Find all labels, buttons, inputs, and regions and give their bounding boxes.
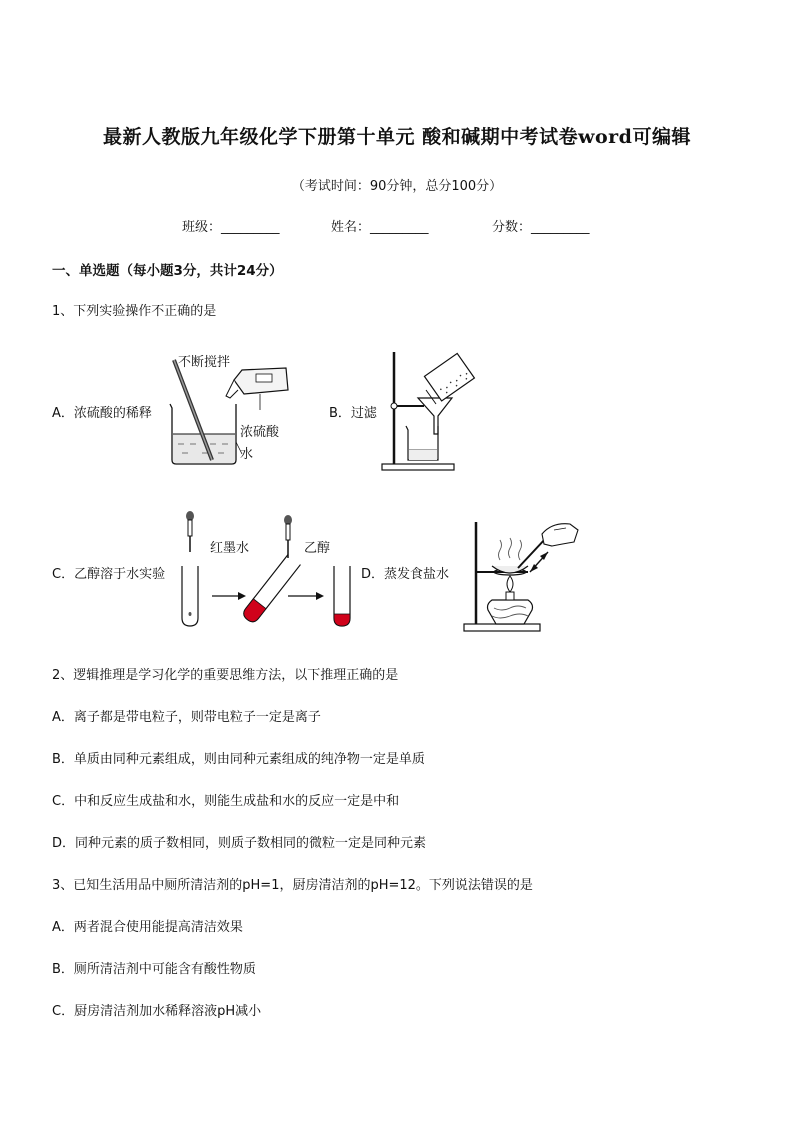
- ethanol-diagram: [176, 508, 366, 633]
- option-d-label: D．蒸发食盐水: [361, 567, 450, 582]
- option-c-label: C．乙醇溶于水实验: [52, 567, 166, 582]
- option-b-label: B．过滤: [329, 406, 377, 421]
- section-heading: 一、单选题（每小题3分，共计24分）: [52, 263, 283, 279]
- question-3-option-b: B．厕所清洁剂中可能含有酸性物质: [52, 962, 256, 977]
- question-2-option-a: A．离子都是带电粒子，则带电粒子一定是离子: [52, 710, 321, 725]
- question-2-option-c: C．中和反应生成盐和水，则能生成盐和水的反应一定是中和: [52, 794, 400, 809]
- red-liquid-upright: [334, 614, 350, 626]
- ethanol-label: 乙醇: [304, 541, 331, 556]
- question-3-stem: 3、已知生活用品中厕所清洁剂的pH=1，厨房清洁剂的pH=12。下列说法错误的是: [52, 878, 533, 893]
- evaporation-diagram: [462, 516, 582, 634]
- question-3-option-c: C．厨房清洁剂加水稀释溶液pH减小: [52, 1004, 262, 1019]
- question-2-stem: 2、逻辑推理是学习化学的重要思维方法，以下推理正确的是: [52, 668, 399, 683]
- exam-time-note: （考试时间：90分钟，总分100分）: [291, 179, 503, 194]
- red-ink-label: 红墨水: [210, 541, 250, 556]
- dilution-diagram: [160, 352, 310, 467]
- option-a-label: A．浓硫酸的稀释: [52, 406, 152, 421]
- filtration-diagram: [380, 348, 480, 473]
- question-2-option-b: B．单质由同种元素组成，则由同种元素组成的纯净物一定是单质: [52, 752, 425, 767]
- score-field: 分数：_________: [492, 220, 590, 235]
- document-title: 最新人教版九年级化学下册第十单元 酸和碱期中考试卷word可编辑: [103, 126, 691, 148]
- question-2-option-d: D．同种元素的质子数相同，则质子数相同的微粒一定是同种元素: [52, 836, 427, 851]
- water-label: 水: [240, 447, 254, 462]
- question-3-option-a: A．两者混合使用能提高清洁效果: [52, 920, 243, 935]
- stir-label: 不断搅拌: [178, 355, 231, 370]
- acid-label: 浓硫酸: [240, 425, 280, 440]
- class-field: 班级：_________: [182, 220, 280, 235]
- red-liquid-tilted: [241, 599, 266, 625]
- question-1-stem: 1、下列实验操作不正确的是: [52, 304, 217, 319]
- name-field: 姓名：_________: [331, 220, 429, 235]
